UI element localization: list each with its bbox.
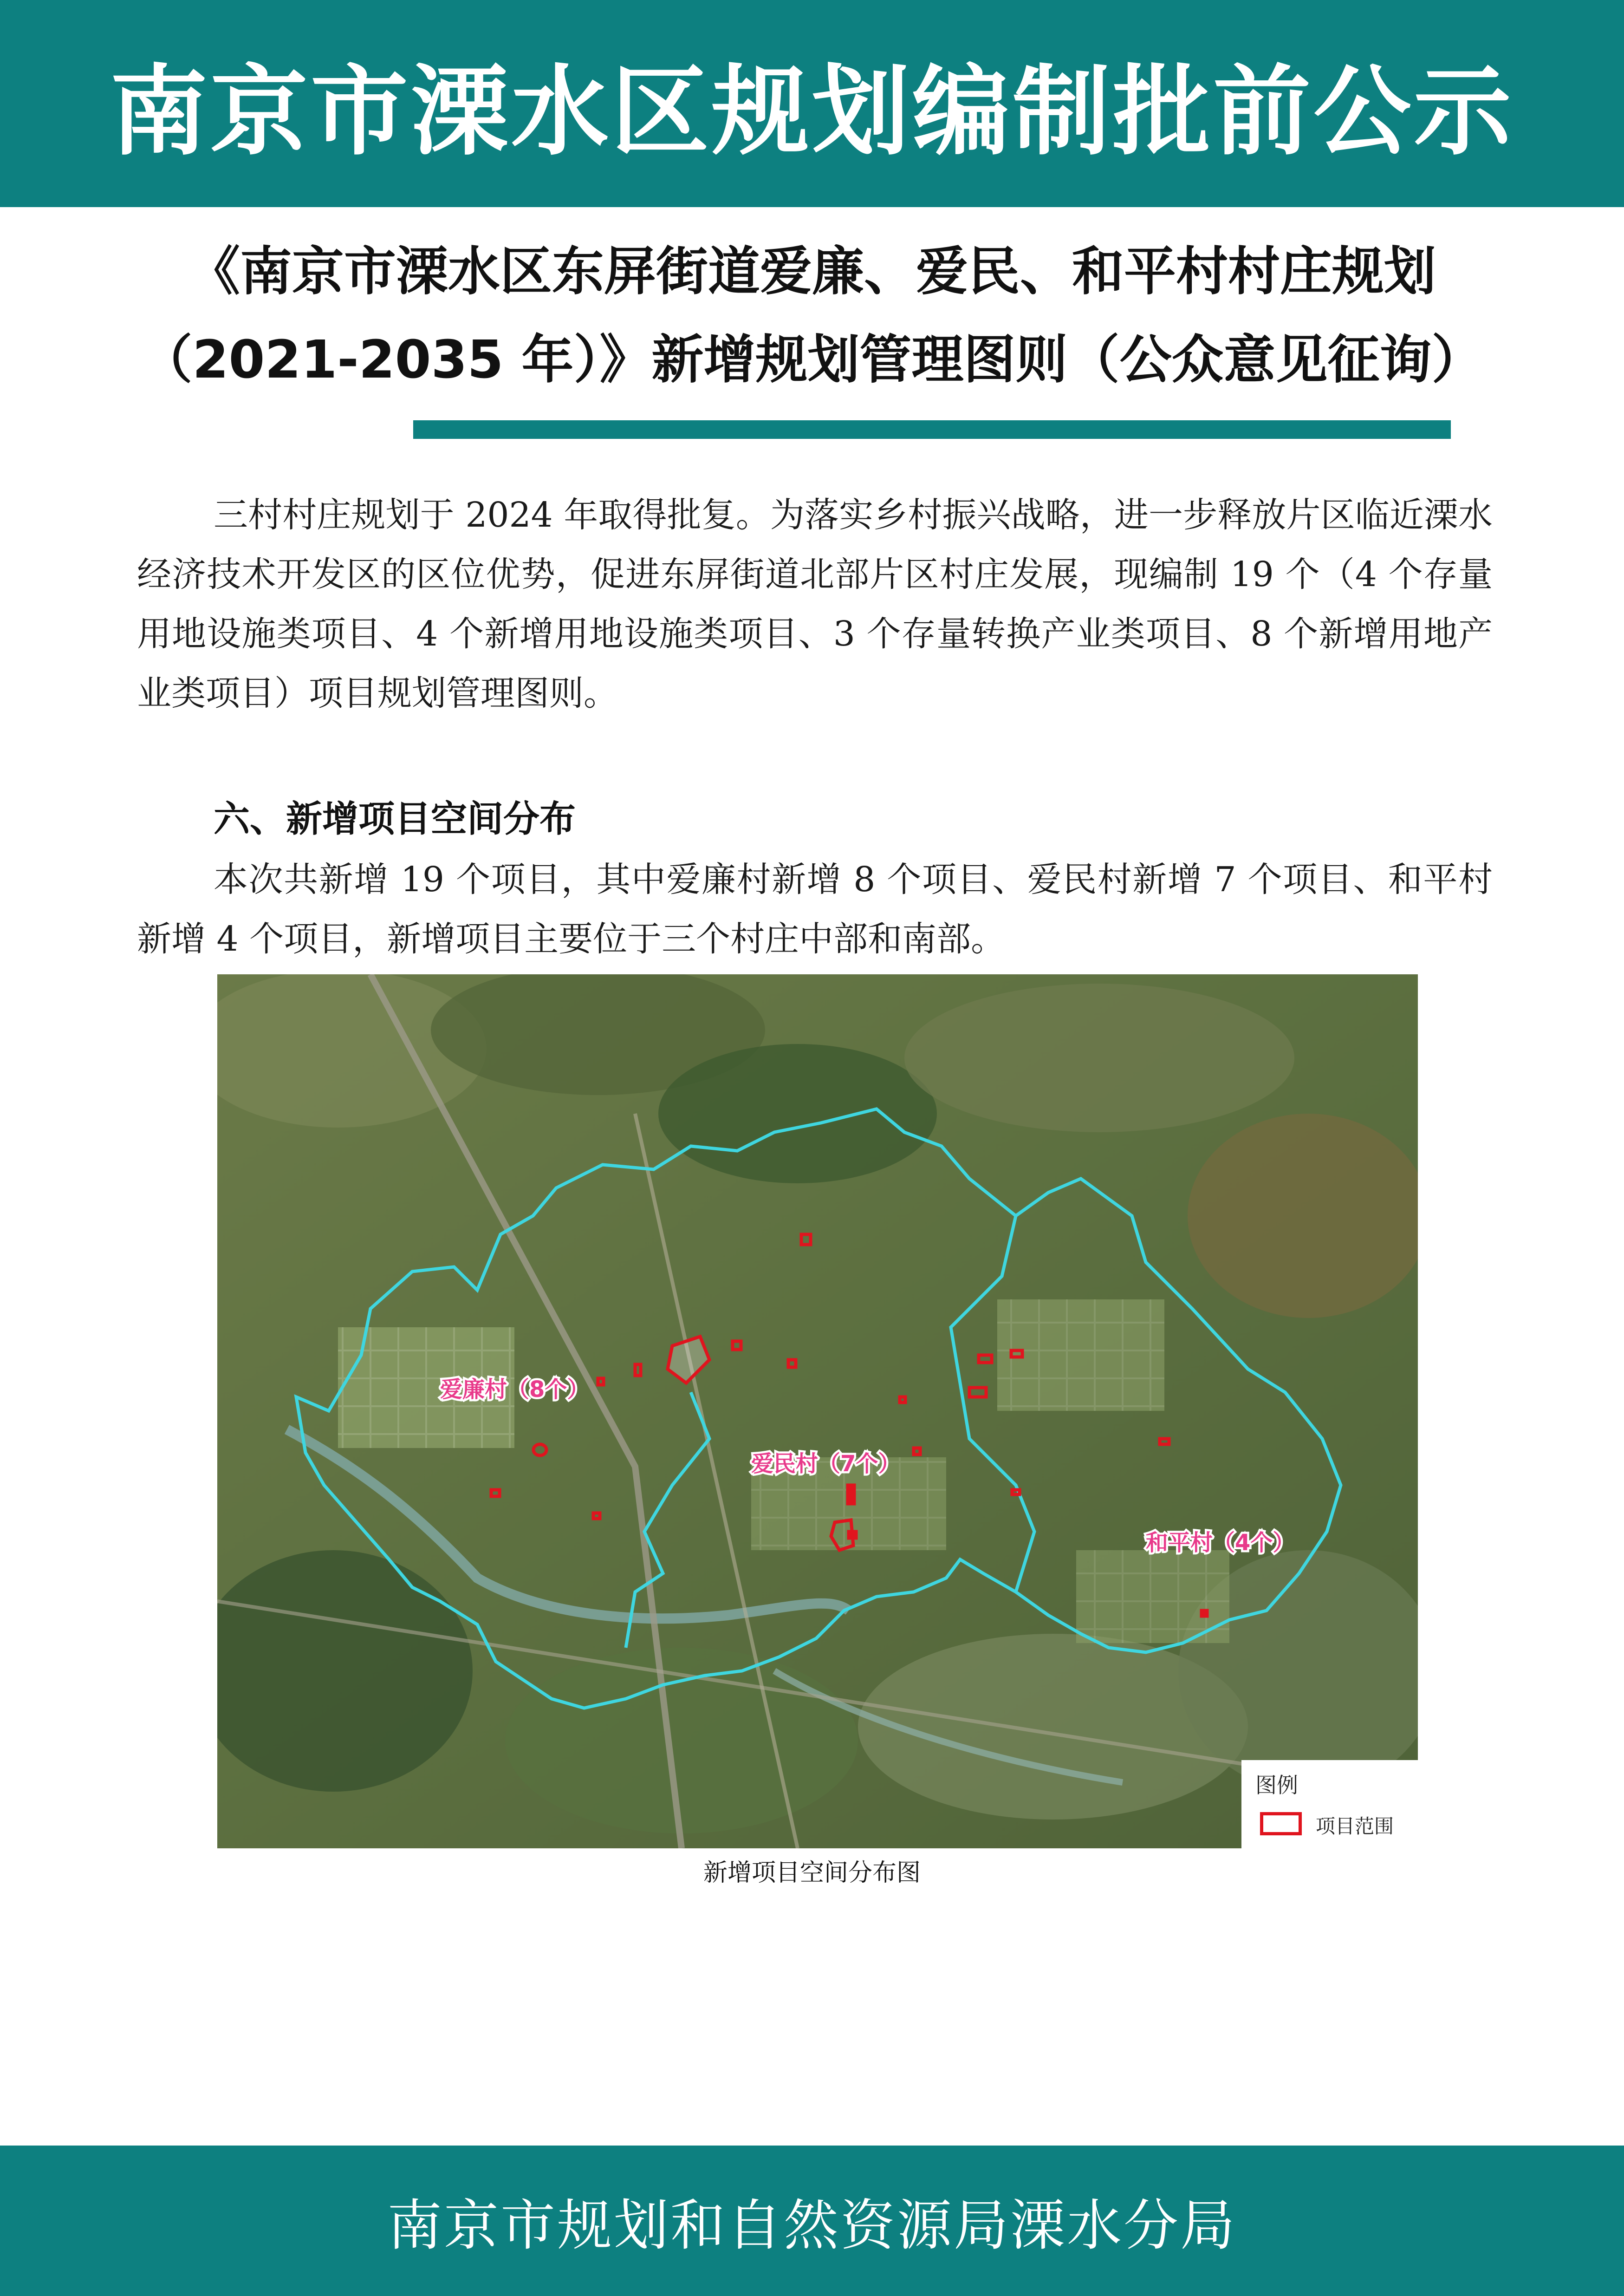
page-title: 南京市溧水区规划编制批前公示	[110, 55, 1514, 169]
map-caption: 新增项目空间分布图	[703, 1859, 921, 1887]
map-legend	[1241, 1760, 1418, 1848]
subtitle-line-1: 《南京市溧水区东屏街道爱廉、爱民、和平村村庄规划	[188, 241, 1436, 302]
section-paragraph: 本次共新增 19 个项目，其中爱廉村新增 8 个项目、爱民村新增 7 个项目、和平村新增 4 个项目，新增项目主要位于三个村庄中部和南部。	[137, 860, 1493, 959]
legend-project-swatch	[1260, 1812, 1302, 1835]
header-banner	[0, 0, 1624, 207]
legend-project-label: 项目范围	[1316, 1815, 1394, 1838]
subtitle-line-2: （2021-2035 年）》新增规划管理图则（公众意见征询）	[140, 330, 1484, 390]
label-heping: 和平村（4个）	[1146, 1530, 1295, 1556]
satellite-map-graphic	[217, 974, 1418, 1848]
label-aimin: 爱民村（7个）	[751, 1451, 901, 1477]
document-subtitle	[0, 228, 1624, 404]
label-ailian: 爱廉村（8个）	[440, 1376, 590, 1402]
project-distribution-map	[217, 974, 1418, 1848]
intro-paragraph: 三村村庄规划于 2024 年取得批复。为落实乡村振兴战略，进一步释放片区临近溧水经济技术开发区的区位优势，促进东屏街道北部片区村庄发展，现编制 19 个（4 个存量用地设施类项目、4 个新增用地设施类项目、3 个存量转换产业类项目、8 个新增用地产业类项目）项目规划管理图则。	[137, 495, 1493, 713]
issuing-authority: 南京市规划和自然资源局溧水分局	[387, 2193, 1237, 2257]
section-heading: 六、新增项目空间分布	[214, 798, 576, 840]
subtitle-divider	[413, 420, 1451, 439]
legend-title: 图例	[1255, 1773, 1298, 1798]
footer-banner	[0, 2146, 1624, 2296]
